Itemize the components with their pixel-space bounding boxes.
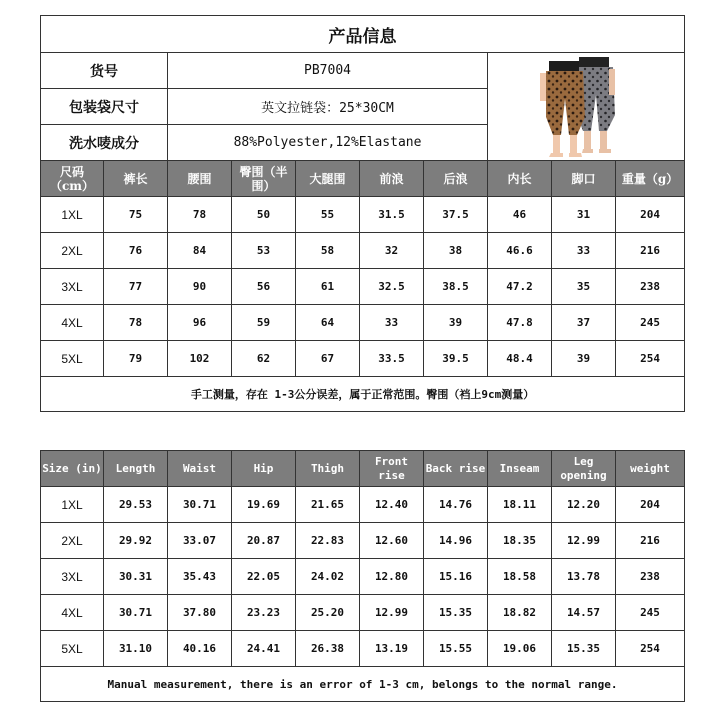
en-value-cell: 13.78 (552, 559, 616, 595)
cn-table-row (41, 269, 685, 305)
cn-value-cell: 50 (232, 197, 296, 233)
page-title: 产品信息 (41, 16, 685, 53)
en-value-cell: 21.65 (296, 487, 360, 523)
en-value-cell: 14.57 (552, 595, 616, 631)
en-value-cell: 14.76 (424, 487, 488, 523)
en-value-cell: 30.31 (104, 559, 168, 595)
en-value-cell: 12.60 (360, 523, 424, 559)
en-value-cell: 15.35 (552, 631, 616, 667)
en-value-cell: 18.35 (488, 523, 552, 559)
composition-value: 88%Polyester,12%Elastane (168, 125, 488, 161)
cn-value-cell: 37.5 (424, 197, 488, 233)
cn-table-row (41, 197, 685, 233)
en-value-cell: 31.10 (104, 631, 168, 667)
cn-header-row (41, 161, 685, 197)
cn-value-cell: 76 (104, 233, 168, 269)
cn-value-cell: 47.2 (488, 269, 552, 305)
cn-value-cell: 204 (616, 197, 685, 233)
en-value-cell: 25.20 (296, 595, 360, 631)
en-header-hip: Hip (232, 451, 296, 487)
cn-size-rows (41, 197, 685, 377)
en-value-cell: 40.16 (168, 631, 232, 667)
composition-label: 洗水唛成分 (41, 125, 168, 161)
cn-value-cell: 67 (296, 341, 360, 377)
cn-table-row (41, 341, 685, 377)
en-size-cell: 1XL (41, 487, 104, 523)
en-value-cell: 19.06 (488, 631, 552, 667)
en-header-length: Length (104, 451, 168, 487)
cn-value-cell: 78 (104, 305, 168, 341)
cn-size-cell: 3XL (41, 269, 104, 305)
cn-value-cell: 64 (296, 305, 360, 341)
gray-model-top (579, 57, 609, 67)
brown-model-top (549, 61, 579, 71)
en-value-cell: 18.82 (488, 595, 552, 631)
cn-value-cell: 39 (424, 305, 488, 341)
en-value-cell: 12.20 (552, 487, 616, 523)
en-size-cell: 2XL (41, 523, 104, 559)
en-value-cell: 29.92 (104, 523, 168, 559)
bag-size-value: 英文拉链袋：25*30CM (168, 89, 488, 125)
cn-header-size: 尺码（cm） (41, 161, 104, 197)
cn-header-length: 裤长 (104, 161, 168, 197)
en-table-row (41, 559, 685, 595)
en-value-cell: 30.71 (104, 595, 168, 631)
sku-value: PB7004 (168, 53, 488, 89)
cn-value-cell: 56 (232, 269, 296, 305)
cn-value-cell: 37 (552, 305, 616, 341)
cn-header-weight: 重量（g） (616, 161, 685, 197)
cn-value-cell: 32 (360, 233, 424, 269)
cn-value-cell: 33.5 (360, 341, 424, 377)
en-header-thigh: Thigh (296, 451, 360, 487)
cn-value-cell: 48.4 (488, 341, 552, 377)
cn-value-cell: 78 (168, 197, 232, 233)
sku-label: 货号 (41, 53, 168, 89)
cn-header-hip: 臀围（半围） (232, 161, 296, 197)
en-value-cell: 20.87 (232, 523, 296, 559)
en-size-cell: 3XL (41, 559, 104, 595)
en-value-cell: 15.16 (424, 559, 488, 595)
product-photo (488, 53, 685, 161)
en-value-cell: 15.55 (424, 631, 488, 667)
en-header-weight: weight (616, 451, 685, 487)
cn-value-cell: 75 (104, 197, 168, 233)
cn-value-cell: 58 (296, 233, 360, 269)
cn-value-cell: 216 (616, 233, 685, 269)
cn-header-front-rise: 前浪 (360, 161, 424, 197)
cn-value-cell: 47.8 (488, 305, 552, 341)
en-value-cell: 29.53 (104, 487, 168, 523)
size-chart-en (40, 450, 685, 702)
cn-value-cell: 31 (552, 197, 616, 233)
cn-value-cell: 33 (552, 233, 616, 269)
en-value-cell: 254 (616, 631, 685, 667)
en-value-cell: 18.58 (488, 559, 552, 595)
cn-header-inseam: 内长 (488, 161, 552, 197)
en-value-cell: 19.69 (232, 487, 296, 523)
cn-measurement-note: 手工测量，存在 1-3公分误差，属于正常范围。臀围（裆上9cm测量） (41, 377, 685, 412)
cn-table-row (41, 305, 685, 341)
en-header-waist: Waist (168, 451, 232, 487)
cn-value-cell: 46.6 (488, 233, 552, 269)
cn-value-cell: 245 (616, 305, 685, 341)
cn-value-cell: 90 (168, 269, 232, 305)
cn-value-cell: 77 (104, 269, 168, 305)
en-value-cell: 24.41 (232, 631, 296, 667)
en-size-cell: 4XL (41, 595, 104, 631)
cn-value-cell: 39.5 (424, 341, 488, 377)
en-value-cell: 22.83 (296, 523, 360, 559)
en-header-leg-opening: Leg opening (552, 451, 616, 487)
en-value-cell: 14.96 (424, 523, 488, 559)
en-header-back-rise: Back rise (424, 451, 488, 487)
en-value-cell: 15.35 (424, 595, 488, 631)
cn-value-cell: 38.5 (424, 269, 488, 305)
en-value-cell: 24.02 (296, 559, 360, 595)
en-size-cell: 5XL (41, 631, 104, 667)
cn-header-back-rise: 后浪 (424, 161, 488, 197)
en-value-cell: 33.07 (168, 523, 232, 559)
en-value-cell: 23.23 (232, 595, 296, 631)
en-value-cell: 18.11 (488, 487, 552, 523)
cn-header-waist: 腰围 (168, 161, 232, 197)
en-header-size: Size (in) (41, 451, 104, 487)
en-value-cell: 26.38 (296, 631, 360, 667)
en-value-cell: 12.40 (360, 487, 424, 523)
cn-value-cell: 59 (232, 305, 296, 341)
en-header-inseam: Inseam (488, 451, 552, 487)
cn-value-cell: 254 (616, 341, 685, 377)
en-table-row (41, 487, 685, 523)
cn-value-cell: 102 (168, 341, 232, 377)
cn-size-cell: 4XL (41, 305, 104, 341)
cn-size-cell: 5XL (41, 341, 104, 377)
en-value-cell: 216 (616, 523, 685, 559)
en-value-cell: 30.71 (168, 487, 232, 523)
en-value-cell: 12.99 (360, 595, 424, 631)
cn-value-cell: 38 (424, 233, 488, 269)
cn-header-leg-opening: 脚口 (552, 161, 616, 197)
cn-size-cell: 2XL (41, 233, 104, 269)
en-measurement-note: Manual measurement, there is an error of 1-3 cm, belongs to the normal range. (41, 667, 685, 702)
en-value-cell: 12.99 (552, 523, 616, 559)
en-value-cell: 238 (616, 559, 685, 595)
en-value-cell: 12.80 (360, 559, 424, 595)
en-value-cell: 37.80 (168, 595, 232, 631)
cn-value-cell: 55 (296, 197, 360, 233)
en-size-rows (41, 487, 685, 667)
cn-value-cell: 39 (552, 341, 616, 377)
cn-value-cell: 33 (360, 305, 424, 341)
en-value-cell: 204 (616, 487, 685, 523)
en-value-cell: 22.05 (232, 559, 296, 595)
cn-header-thigh: 大腿围 (296, 161, 360, 197)
cn-value-cell: 31.5 (360, 197, 424, 233)
bag-size-label: 包装袋尺寸 (41, 89, 168, 125)
cn-value-cell: 96 (168, 305, 232, 341)
en-header-row (41, 451, 685, 487)
cn-value-cell: 79 (104, 341, 168, 377)
en-value-cell: 245 (616, 595, 685, 631)
cn-size-cell: 1XL (41, 197, 104, 233)
en-value-cell: 35.43 (168, 559, 232, 595)
leggings-model-image (491, 55, 681, 159)
cn-value-cell: 32.5 (360, 269, 424, 305)
en-value-cell: 13.19 (360, 631, 424, 667)
en-table-row (41, 595, 685, 631)
en-table-row (41, 523, 685, 559)
product-info-table-cn (40, 15, 685, 412)
en-table-row (41, 631, 685, 667)
cn-value-cell: 61 (296, 269, 360, 305)
cn-value-cell: 84 (168, 233, 232, 269)
cn-value-cell: 46 (488, 197, 552, 233)
cn-value-cell: 238 (616, 269, 685, 305)
en-header-front-rise: Front rise (360, 451, 424, 487)
cn-value-cell: 53 (232, 233, 296, 269)
cn-value-cell: 35 (552, 269, 616, 305)
cn-value-cell: 62 (232, 341, 296, 377)
cn-table-row (41, 233, 685, 269)
brown-leggings (546, 71, 585, 135)
